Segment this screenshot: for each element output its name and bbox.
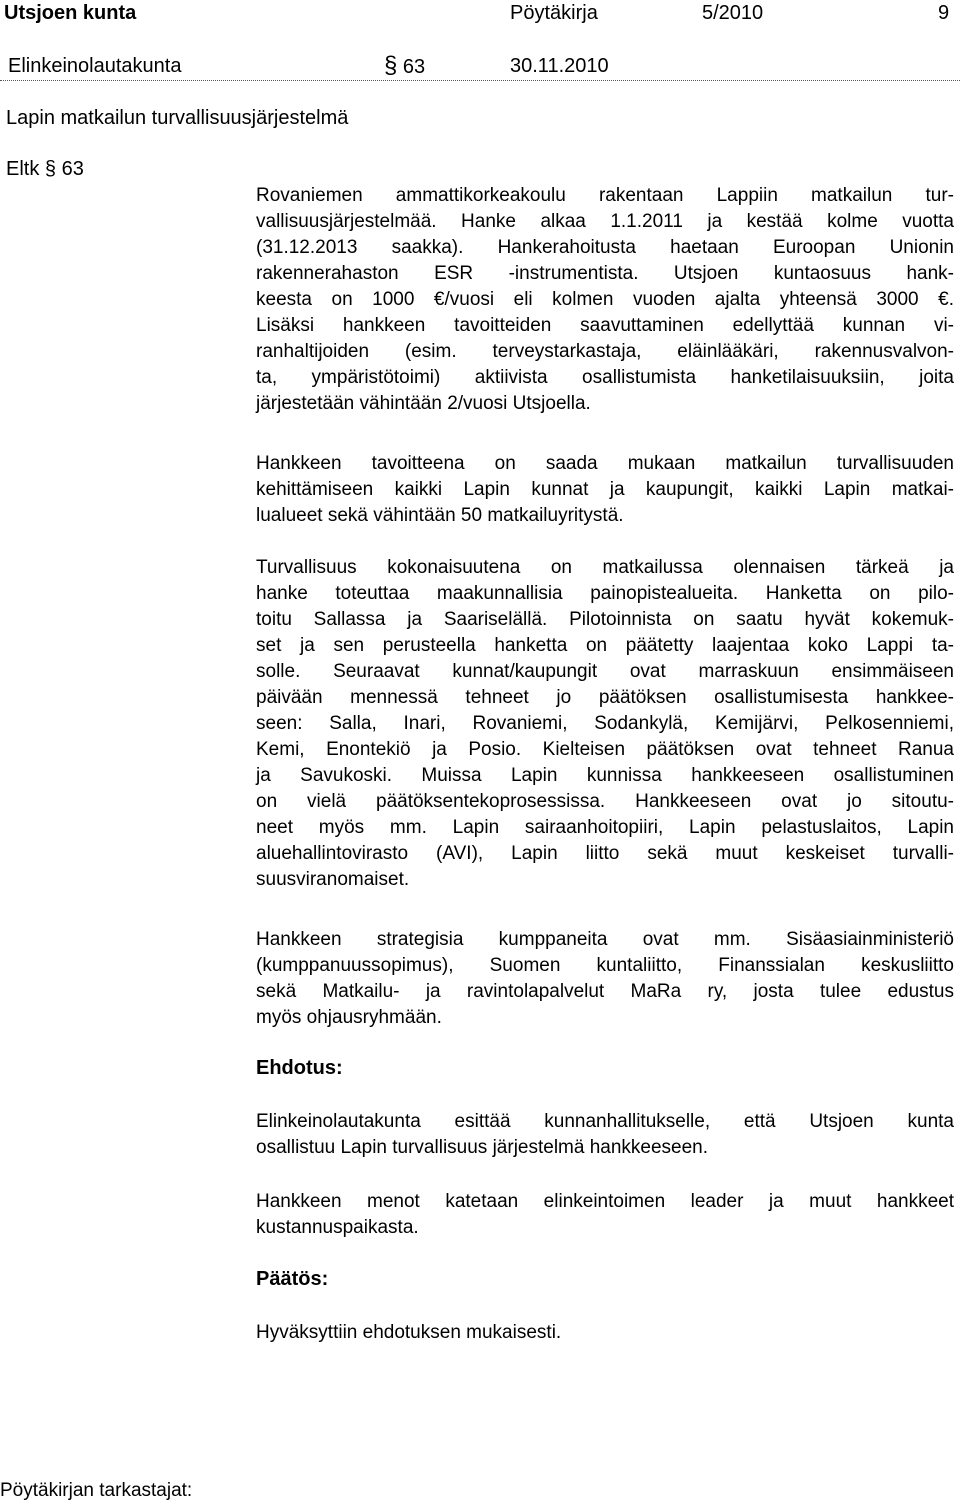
body-paragraph-2 (256, 451, 954, 529)
section-sign: § (384, 52, 398, 79)
text-line: päivään mennessä tehneet jo päätöksen osallistumisesta hankkee- (256, 687, 954, 708)
decision-text: Hyväksyttiin ehdotuksen mukaisesti. (256, 1322, 562, 1343)
text-line: Hankkeen tavoitteena on saada mukaan matkailun turvallisuuden (256, 453, 954, 474)
text-line: rakennerahaston ESR -instrumentista. Utsjoen kuntaosuus hank- (256, 263, 954, 284)
municipality-name: Utsjoen kunta (4, 2, 137, 24)
text-line: Lisäksi hankkeen tavoitteiden saavuttaminen edellyttää kunnan vi- (256, 315, 954, 336)
page-number: 9 (938, 2, 950, 24)
committee-name: Elinkeinolautakunta (8, 55, 182, 77)
text-line: solle. Seuraavat kunnat/kaupungit ovat marraskuun ensimmäiseen (256, 661, 954, 682)
text-line: set ja sen perusteella hanketta on päätetty laajentaa koko Lappi ta- (256, 635, 954, 656)
text-line: keesta on 1000 €/vuosi eli kolmen vuoden ajalta yhteensä 3000 €. (256, 289, 954, 310)
text-line: aluehallintovirasto (AVI), Lapin liitto sekä muut keskeiset turvalli- (256, 843, 954, 864)
text-line: Hankkeen menot katetaan elinkeintoimen leader ja muut hankkeet (256, 1191, 954, 1212)
item-title: Lapin matkailun turvallisuusjärjestelmä (6, 107, 349, 129)
text-line: hanke toteuttaa maakunnallisia painopistealueita. Hanketta on pilo- (256, 583, 954, 604)
text-line: on vielä päätöksentekoprosessissa. Hankkeeseen ovat jo sitoutu- (256, 791, 954, 812)
document-type: Pöytäkirja (510, 2, 598, 24)
text-line: ta, ympäristötoimi) aktiivista osallistumista hanketilaisuuksiin, joita (256, 367, 954, 388)
text-line: ranhaltijoiden (esim. terveystarkastaja, eläinlääkäri, rakennusvalvon- (256, 341, 954, 362)
section-reference (384, 52, 425, 80)
text-line: kehittämiseen kaikki Lapin kunnat ja kaupungit, kaikki Lapin matkai- (256, 479, 954, 500)
text-line: ja Savukoski. Muissa Lapin kunnissa hankkeeseen osallistuminen (256, 765, 954, 786)
proposal-label: Ehdotus: (256, 1057, 343, 1079)
document-number: 5/2010 (702, 2, 764, 24)
proposal-paragraph-2 (256, 1189, 954, 1241)
text-line: Turvallisuus kokonaisuutena on matkailussa olennaisen tärkeä ja (256, 557, 954, 578)
text-line: neet myös mm. Lapin sairaanhoitopiiri, Lapin pelastuslaitos, Lapin (256, 817, 954, 838)
text-line: Kemi, Enontekiö ja Posio. Kielteisen päätöksen ovat tehneet Ranua (256, 739, 954, 760)
text-line: lualueet sekä vähintään 50 matkailuyritystä. (256, 505, 624, 526)
text-line: vallisuusjärjestelmää. Hanke alkaa 1.1.2011 ja kestää kolme vuotta (256, 211, 954, 232)
proposal-paragraph-1 (256, 1109, 954, 1161)
header-divider (0, 80, 960, 82)
decision-label: Päätös: (256, 1268, 329, 1290)
text-line: toitu Sallassa ja Saariselällä. Pilotoinnista on saatu hyvät kokemuk- (256, 609, 954, 630)
text-line: (kumppanuussopimus), Suomen kuntaliitto, Finanssialan keskusliitto (256, 955, 954, 976)
reviewers-label: Pöytäkirjan tarkastajat: (0, 1480, 193, 1501)
text-line: myös ohjausryhmään. (256, 1007, 442, 1028)
text-line: (31.12.2013 saakka). Hankerahoitusta haetaan Euroopan Unionin (256, 237, 954, 258)
text-line: seen: Salla, Inari, Rovaniemi, Sodankylä, Kemijärvi, Pelkosenniemi, (256, 713, 954, 734)
text-line: järjestetään vähintään 2/vuosi Utsjoella. (256, 393, 591, 414)
text-line: Elinkeinolautakunta esittää kunnanhallitukselle, että Utsjoen kunta (256, 1111, 954, 1132)
item-reference: Eltk § 63 (6, 158, 84, 180)
body-paragraph-1 (256, 183, 954, 417)
meeting-date: 30.11.2010 (510, 55, 609, 77)
text-line: suusviranomaiset. (256, 869, 410, 890)
text-line: osallistuu Lapin turvallisuus järjestelmä hankkeeseen. (256, 1137, 709, 1158)
text-line: Hankkeen strategisia kumppaneita ovat mm. Sisäasiainministeriö (256, 929, 954, 950)
text-line: sekä Matkailu- ja ravintolapalvelut MaRa ry, josta tulee edustus (256, 981, 954, 1002)
body-paragraph-3 (256, 555, 954, 893)
body-paragraph-4 (256, 927, 954, 1031)
section-number: 63 (402, 56, 426, 78)
text-line: kustannuspaikasta. (256, 1217, 419, 1238)
text-line: Rovaniemen ammattikorkeakoulu rakentaan Lappiin matkailun tur- (256, 185, 954, 206)
